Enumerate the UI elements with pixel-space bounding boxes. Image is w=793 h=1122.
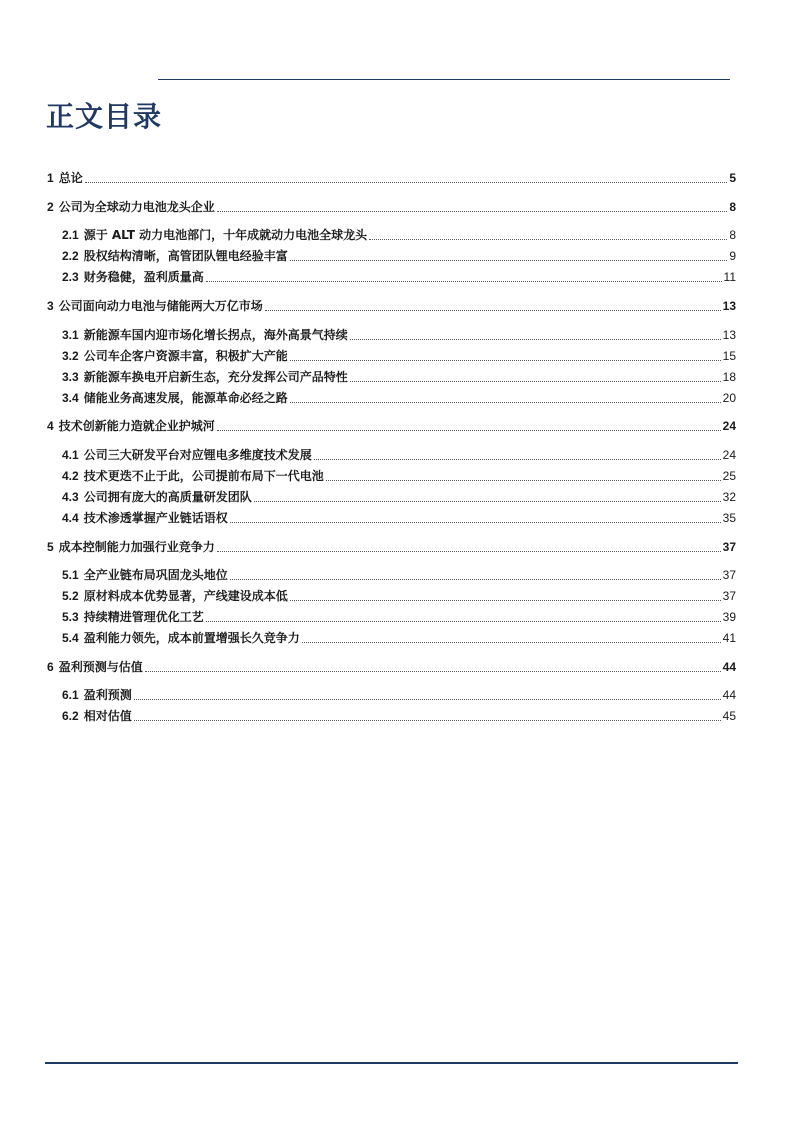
toc-label: 盈利预测 (83, 688, 132, 702)
toc-entry[interactable] (47, 416, 736, 434)
toc-entry[interactable] (62, 508, 736, 526)
toc-page: 39 (722, 610, 736, 624)
toc-label: 原材料成本优势显著，产线建设成本低 (83, 589, 288, 603)
toc-label: 公司三大研发平台对应锂电多维度技术发展 (83, 448, 312, 462)
toc-page: 37 (722, 568, 736, 582)
toc-entry[interactable] (62, 445, 736, 463)
toc-leader (265, 309, 721, 311)
toc-leader (134, 719, 721, 721)
toc-leader (290, 401, 721, 403)
toc-page: 45 (722, 709, 736, 723)
toc-entry[interactable] (62, 466, 736, 484)
toc-number: 1 (47, 171, 54, 185)
toc-leader (350, 380, 721, 382)
toc-leader (230, 521, 721, 523)
toc-leader (217, 550, 721, 552)
toc-leader (206, 280, 722, 282)
toc-page: 11 (723, 270, 736, 284)
toc-page: 5 (729, 171, 736, 185)
toc-label: 盈利预测与估值 (58, 660, 143, 674)
toc-number: 3.2 (62, 349, 79, 363)
toc-label: 股权结构清晰，高管团队锂电经验丰富 (83, 249, 288, 263)
toc-entry[interactable] (47, 537, 736, 555)
toc-page: 37 (722, 540, 736, 554)
toc-number: 6.1 (62, 688, 79, 702)
toc-leader (290, 599, 721, 601)
toc-page: 35 (722, 511, 736, 525)
toc-entry[interactable] (47, 296, 736, 314)
toc-label: 成本控制能力加强行业竞争力 (58, 540, 215, 554)
toc-entry[interactable] (62, 628, 736, 646)
toc-leader (369, 238, 727, 240)
toc-leader (290, 259, 728, 261)
toc-entry[interactable] (62, 225, 736, 243)
toc-label: 技术渗透掌握产业链话语权 (83, 511, 228, 525)
toc-leader (206, 620, 721, 622)
page-title: 正文目录 (46, 100, 163, 133)
toc-number: 5.3 (62, 610, 79, 624)
toc-page: 44 (722, 660, 736, 674)
toc-entry[interactable] (62, 685, 736, 703)
toc-number: 5.1 (62, 568, 79, 582)
toc-number: 2.2 (62, 249, 79, 263)
toc-page: 25 (722, 469, 736, 483)
toc-entry[interactable] (62, 487, 736, 505)
toc-label: 公司为全球动力电池龙头企业 (58, 200, 215, 214)
toc-number: 5 (47, 540, 54, 554)
toc-entry[interactable] (47, 197, 736, 215)
toc-number: 5.4 (62, 631, 79, 645)
toc-number: 3.4 (62, 391, 79, 405)
toc-page: 32 (722, 490, 736, 504)
toc-page: 15 (722, 349, 736, 363)
toc-entry[interactable] (62, 586, 736, 604)
toc-label: 总论 (58, 171, 83, 185)
toc-entry[interactable] (62, 325, 736, 343)
toc-label: 相对估值 (83, 709, 132, 723)
toc-page: 8 (729, 228, 736, 242)
toc-leader (314, 458, 721, 460)
toc-label: 新能源车换电开启新生态，充分发挥公司产品特性 (83, 370, 348, 384)
toc-label: 源于 ALT 动力电池部门，十年成就动力电池全球龙头 (83, 228, 368, 242)
toc-label: 技术创新能力造就企业护城河 (58, 419, 215, 433)
toc-page: 24 (722, 419, 736, 433)
toc-number: 4.1 (62, 448, 79, 462)
toc-label: 财务稳健，盈利质量高 (83, 270, 204, 284)
toc-number: 4.3 (62, 490, 79, 504)
toc-page: 9 (729, 249, 736, 263)
toc-leader (217, 429, 721, 431)
toc-number: 6.2 (62, 709, 79, 723)
toc-number: 2.1 (62, 228, 79, 242)
toc-number: 3.1 (62, 328, 79, 342)
toc-leader (326, 479, 721, 481)
toc-entry[interactable] (47, 168, 736, 186)
toc-label: 技术更迭不止于此，公司提前布局下一代电池 (83, 469, 324, 483)
toc-number: 5.2 (62, 589, 79, 603)
toc-leader (302, 641, 721, 643)
toc-label: 储能业务高速发展，能源革命必经之路 (83, 391, 288, 405)
toc-number: 4.4 (62, 511, 79, 525)
toc-leader (254, 500, 721, 502)
toc-page: 41 (722, 631, 736, 645)
toc-entry[interactable] (62, 367, 736, 385)
toc-entry[interactable] (62, 246, 736, 264)
toc-entry[interactable] (62, 346, 736, 364)
toc-number: 4.2 (62, 469, 79, 483)
toc-entry[interactable] (62, 607, 736, 625)
toc-number: 4 (47, 419, 54, 433)
toc-label: 持续精进管理优化工艺 (83, 610, 204, 624)
toc-page: 18 (722, 370, 736, 384)
toc-entry[interactable] (62, 267, 736, 285)
toc-leader (350, 338, 721, 340)
toc-page: 13 (722, 328, 736, 342)
footer-rule (45, 1062, 738, 1064)
toc-label: 盈利能力领先，成本前置增强长久竞争力 (83, 631, 300, 645)
toc-number: 3.3 (62, 370, 79, 384)
toc-page: 24 (722, 448, 736, 462)
toc-page: 37 (722, 589, 736, 603)
toc-number: 2.3 (62, 270, 79, 284)
toc-label: 新能源车国内迎市场化增长拐点，海外高景气持续 (83, 328, 348, 342)
toc-entry[interactable] (62, 706, 736, 724)
toc-leader (217, 210, 728, 212)
toc-label: 公司拥有庞大的高质量研发团队 (83, 490, 252, 504)
toc-page: 8 (729, 200, 736, 214)
toc-leader (134, 698, 721, 700)
toc-number: 2 (47, 200, 54, 214)
toc-leader (290, 359, 721, 361)
toc-leader (230, 578, 721, 580)
toc-label: 公司车企客户资源丰富，积极扩大产能 (83, 349, 288, 363)
toc-number: 6 (47, 660, 54, 674)
toc-number: 3 (47, 299, 54, 313)
toc-page: 13 (722, 299, 736, 313)
toc-leader (145, 670, 721, 672)
toc-label: 全产业链布局巩固龙头地位 (83, 568, 228, 582)
toc-label: 公司面向动力电池与储能两大万亿市场 (58, 299, 263, 313)
toc-entry[interactable] (62, 388, 736, 406)
toc-page: 44 (722, 688, 736, 702)
toc-leader (85, 181, 728, 183)
toc-entry[interactable] (47, 657, 736, 675)
toc-page: 20 (722, 391, 736, 405)
toc-entry[interactable] (62, 565, 736, 583)
